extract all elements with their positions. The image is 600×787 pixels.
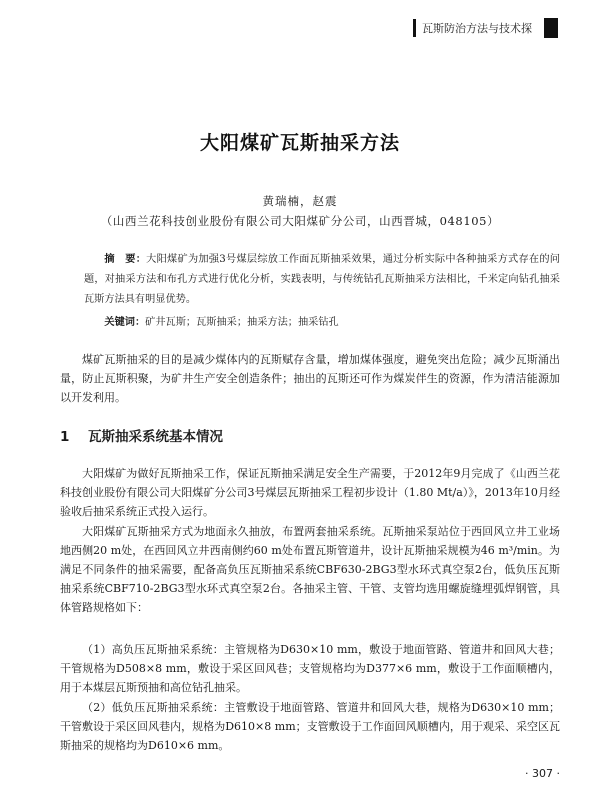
paper-affiliation: （山西兰花科技创业股份有限公司大阳煤矿分公司，山西晋城，048105） xyxy=(100,214,500,228)
keywords-text: 矿井瓦斯；瓦斯抽采；抽采方法；抽采钻孔 xyxy=(145,317,339,328)
keywords xyxy=(84,314,560,332)
body-paragraph: （1）高负压瓦斯抽采系统：主管规格为D630×10 mm，敷设于地面管路、管道井和回风大巷；干管规格为D508×8 mm，敷设于采区回风巷；支管规格均为D377×6 mm，敷设于工作面顺槽内，用于本煤层瓦斯预抽和高位钻孔抽采。 xyxy=(60,643,560,694)
abstract-label: 摘 要： xyxy=(104,254,147,265)
abstract xyxy=(84,250,560,310)
abstract-text: 大阳煤矿为加强3号煤层综放工作面瓦斯抽采效果，通过分析实际中各种抽采方式存在的问题，对抽采方法和布孔方式进行优化分析，实践表明，与传统钻孔瓦斯抽采方法相比，千米定向钻孔抽采瓦斯方法具有明显优势。 xyxy=(84,254,560,305)
paper-authors: 黄瑞楠，赵震 xyxy=(262,194,338,208)
section-header-tab xyxy=(413,17,558,39)
section-heading xyxy=(60,425,223,445)
header-block-icon xyxy=(544,18,558,38)
body-paragraph: （2）低负压瓦斯抽采系统：主管敷设于地面管路、管道井和回风大巷，规格为D630×10 mm；干管敷设于采区回风巷内，规格为D610×8 mm；支管敷设于工作面回风顺槽内，用于观采、采空区瓦斯抽采的规格均为D610×6 mm。 xyxy=(60,701,560,752)
section-title: 瓦斯抽采系统基本情况 xyxy=(88,429,223,445)
intro-paragraph: 煤矿瓦斯抽采的目的是减少煤体内的瓦斯赋存含量，增加煤体强度，避免突出危险；减少瓦斯涌出量，防止瓦斯积聚，为矿井生产安全创造条件；抽出的瓦斯还可作为煤炭伴生的资源，作为清洁能源加以开发利用。 xyxy=(60,353,560,404)
keywords-label: 关键词： xyxy=(104,317,146,328)
section-number: 1 xyxy=(60,429,70,445)
header-bar-icon xyxy=(413,19,416,37)
body-paragraph: 大阳煤矿瓦斯抽采方式为地面永久抽放，布置两套抽采系统。瓦斯抽采泵站位于西回风立井工业场地西侧20 m处，在西回风立井西南侧约60 m处布置瓦斯管道井，设计瓦斯抽采规模为46 m³/min。为满足不同条件的抽采需要，配备高负压瓦斯抽采系统CBF630-2BG3型水环式真空泵2台，低负压瓦斯抽采系统CBF710-2BG3型水环式真空泵2台。各抽采主管、干管、支管均选用螺旋缝埋弧焊钢管，具体管路规格如下： xyxy=(60,525,560,614)
header-section-label: 瓦斯防治方法与技术探 xyxy=(422,22,532,35)
page-number: · 307 · xyxy=(525,767,560,780)
paper-title: 大阳煤矿瓦斯抽采方法 xyxy=(199,132,400,154)
body-paragraph: 大阳煤矿为做好瓦斯抽采工作，保证瓦斯抽采满足安全生产需要，于2012年9月完成了《山西兰花科技创业股份有限公司大阳煤矿分公司3号煤层瓦斯抽采工程初步设计（1.80 Mt/a）》，2013年10月经验收后抽采系统正式投入运行。 xyxy=(60,467,560,518)
